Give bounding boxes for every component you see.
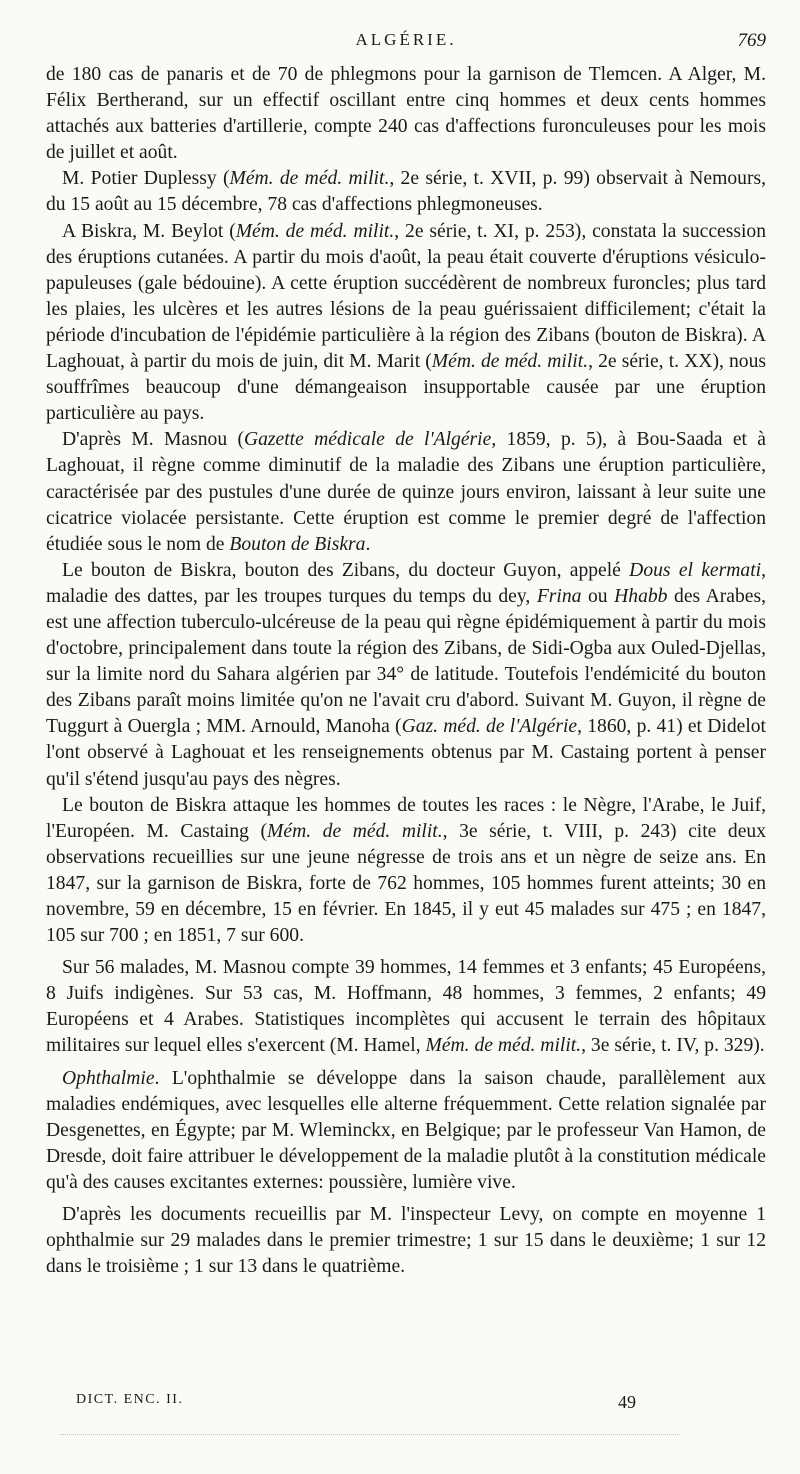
text-run: , 1860, p. 41) et Didelot l'ont observé à Laghouat et les renseignements obtenus par M. Castaing portent à penser qu'il s'étend jusqu'au pays des nègres. <box>46 716 766 790</box>
text-run: . L'ophthalmie se développe dans la saison chaude, parallèlement aux maladies endémiques, avec lesquelles elle alterne fréquemment. Cette relation signalée par Desgenettes, en Égypte; par M. Wleminckx, en Belgique; par le professeur Van Hamon, de Dresde, doit faire attribuer le développement de la maladie plutôt à la constitution médicale qu'à des causes excitantes externes: poussière, lumière vive. <box>46 1067 766 1193</box>
signature-mark: DICT. ENC. II. <box>76 1392 184 1407</box>
running-head <box>46 30 766 54</box>
italic-text: Mém. de méd. milit. <box>425 1035 582 1057</box>
italic-text: Ophthalmie <box>62 1067 155 1089</box>
italic-text: Dous el kermati <box>629 559 762 581</box>
paragraph <box>46 1202 766 1280</box>
text-run: de 180 cas de panaris et de 70 de phlegmons pour la garnison de Tlemcen. A Alger, M. Félix Bertherand, sur un effectif oscillant entre cinq hommes et deux cents hommes attachés aux batteries d'artillerie, compte 240 cas d'affections furonculeuses pour les mois de juillet et août. <box>46 64 766 164</box>
text-run: , 1859, p. 5), à Bou-Saada et à Laghouat, il règne comme diminutif de la maladie des Zibans une éruption particulière, caractérisée par des pustules d'une durée de quinze jours environ, laissant à leur suite une cicatrice violacée persistante. Cette éruption est comme le premier degré de l'affection étudiée sous le nom de <box>46 429 766 555</box>
paragraph <box>46 955 766 1059</box>
body-text <box>46 62 766 1280</box>
text-run: Sur 56 malades, M. Masnou compte 39 hommes, 14 femmes et 3 enfants; 45 Européens, 8 Juifs indigènes. Sur 53 cas, M. Hoffmann, 48 hommes, 3 femmes, 2 enfants; 49 Européens et 4 Arabes. Statistiques incomplètes qui accusent le terrain des hôpitaux militaires sur lequel elles s'exercent (M. Hamel, <box>46 957 766 1057</box>
running-title: ALGÉRIE. <box>355 30 457 49</box>
text-run: ou <box>581 585 615 607</box>
paragraph <box>46 1066 766 1196</box>
paragraph <box>46 62 766 166</box>
sheet-number: 49 <box>618 1392 636 1412</box>
text-run: , 3e série, t. VIII, p. 243) cite deux observations recueillies sur une jeune négresse de trois ans et un nègre de seize ans. En 1847, sur la garnison de Biskra, forte de 762 hommes, 105 hommes furent atteints; 30 en novembre, 59 en décembre, 15 en février. En 1845, il y eut 45 malades sur 475 ; en 1847, 105 sur 700 ; en 1851, 7 sur 600. <box>46 820 766 947</box>
page-number: 769 <box>737 30 766 51</box>
text-run: , 3e série, t. IV, p. 329). <box>581 1035 765 1057</box>
bottom-rule <box>60 1434 680 1435</box>
text-run: , maladie des dattes, par les troupes turques du temps du dey, <box>46 559 766 607</box>
italic-text: Mém. de méd. milit. <box>267 820 443 842</box>
text-run: D'après les documents recueillis par M. l'inspecteur Levy, on compte en moyenne 1 ophthalmie sur 29 malades dans le premier trimestre; 1 sur 15 dans le deuxième; 1 sur 12 dans le troisième ; 1 sur 13 dans le quatrième. <box>46 1204 766 1278</box>
text-run: . <box>365 533 371 555</box>
italic-text: Mém. de méd. milit. <box>431 351 589 373</box>
italic-text: Mém. de méd. milit. <box>229 168 390 190</box>
paragraph <box>46 558 766 793</box>
italic-text: Mém. de méd. milit. <box>235 220 395 242</box>
text-run: D'après M. Masnou ( <box>62 429 244 451</box>
italic-text: Gazette médicale de l'Algérie <box>243 429 492 451</box>
paragraph <box>46 219 766 428</box>
page-footer <box>46 1392 766 1416</box>
paragraph <box>46 166 766 218</box>
text-run: , 2e série, t. XX), nous souffrîmes beaucoup d'une démangeaison insupportable causée par une éruption particulière au pays. <box>46 351 767 425</box>
italic-text: Frina <box>536 585 582 607</box>
text-run: A Biskra, M. Beylot ( <box>62 220 236 242</box>
paragraph <box>46 427 766 557</box>
italic-text: Bouton de Biskra <box>229 533 366 555</box>
paragraph <box>46 793 766 950</box>
text-run: , 2e série, t. XI, p. 253), constata la succession des éruptions cutanées. A partir du mois d'août, la peau était couverte d'éruptions vésiculo-papuleuses (gale bédouine). A cette éruption succédèrent de nombreux furoncles; plus tard les plaies, les ulcères et les autres lésions de la peau guérissaient difficilement; c'était la période d'incubation de l'épidémie particulière à la région des Zibans (bouton de Biskra). A Laghouat, à partir du mois de juin, dit M. Marit ( <box>46 220 766 373</box>
text-run: Le bouton de Biskra, bouton des Zibans, du docteur Guyon, appelé <box>62 559 630 581</box>
italic-text: Hhabb <box>614 585 668 607</box>
text-run: M. Potier Duplessy ( <box>62 168 230 190</box>
italic-text: Gaz. méd. de l'Algérie <box>401 716 578 738</box>
text-run: Le bouton de Biskra attaque les hommes de toutes les races : le Nègre, l'Arabe, le Juif, l'Européen. M. Castaing ( <box>46 794 766 842</box>
text-run: des Arabes, est une affection tuberculo-ulcéreuse de la peau qui règne épidémiquement à partir du mois d'octobre, principalement dans toute la région des Zibans, de Sidi-Ogba aux Ouled-Djellas, sur la limite nord du Sahara algérien par 34° de latitude. Toutefois l'endémicité du bouton des Zibans paraît moins limitée qu'on ne l'avait cru d'abord. Suivant M. Guyon, il règne de Tuggurt à Ouergla ; MM. Arnould, Manoha ( <box>46 585 767 738</box>
text-run: , 2e série, t. XVII, p. 99) observait à Nemours, du 15 août au 15 décembre, 78 cas d'affections phlegmoneuses. <box>46 168 767 216</box>
